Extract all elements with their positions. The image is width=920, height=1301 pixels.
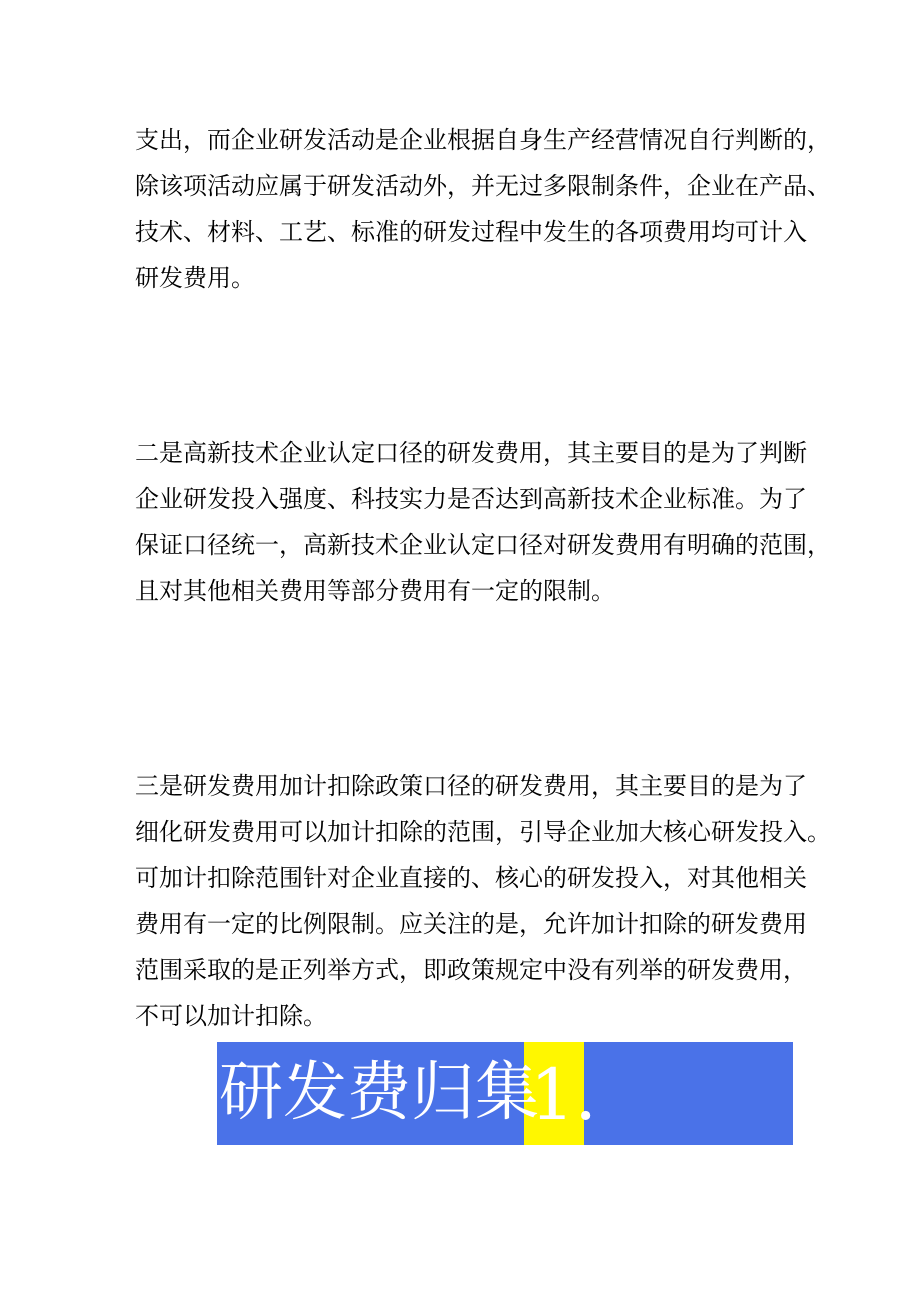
paragraph-line: 不可以加计扣除。 bbox=[135, 1002, 327, 1030]
paragraph-line: 可加计扣除范围针对企业直接的、核心的研发投入，对其他相关 bbox=[135, 864, 807, 892]
section-banner bbox=[217, 1042, 793, 1145]
paragraph-line: 技术、材料、工艺、标准的研发过程中发生的各项费用均可计入 bbox=[135, 218, 807, 246]
paragraph-line: 除该项活动应属于研发活动外，并无过多限制条件，企业在产品、 bbox=[135, 172, 831, 200]
paragraph-intro-continuation bbox=[135, 117, 831, 301]
paragraph-line: 且对其他相关费用等部分费用有一定的限制。 bbox=[135, 577, 615, 605]
paragraph-super-deduction-caliber bbox=[135, 763, 831, 1039]
paragraph-line: 二是高新技术企业认定口径的研发费用，其主要目的是为了判断 bbox=[135, 439, 807, 467]
paragraph-line: 细化研发费用可以加计扣除的范围，引导企业加大核心研发投入。 bbox=[135, 818, 831, 846]
paragraph-line: 支出，而企业研发活动是企业根据自身生产经营情况自行判断的， bbox=[135, 126, 831, 154]
paragraph-line: 三是研发费用加计扣除政策口径的研发费用，其主要目的是为了 bbox=[135, 772, 807, 800]
paragraph-line: 范围采取的是正列举方式，即政策规定中没有列举的研发费用， bbox=[135, 956, 807, 984]
paragraph-line: 费用有一定的比例限制。应关注的是，允许加计扣除的研发费用 bbox=[135, 910, 807, 938]
paragraph-line: 企业研发投入强度、科技实力是否达到高新技术企业标准。为了 bbox=[135, 485, 807, 513]
paragraph-line: 研发费用。 bbox=[135, 264, 255, 292]
banner-number: 1. bbox=[530, 1054, 597, 1136]
paragraph-high-tech-caliber bbox=[135, 430, 831, 614]
paragraph-line: 保证口径统一，高新技术企业认定口径对研发费用有明确的范围， bbox=[135, 531, 831, 559]
banner-title: 研发费归集 bbox=[219, 1056, 539, 1130]
